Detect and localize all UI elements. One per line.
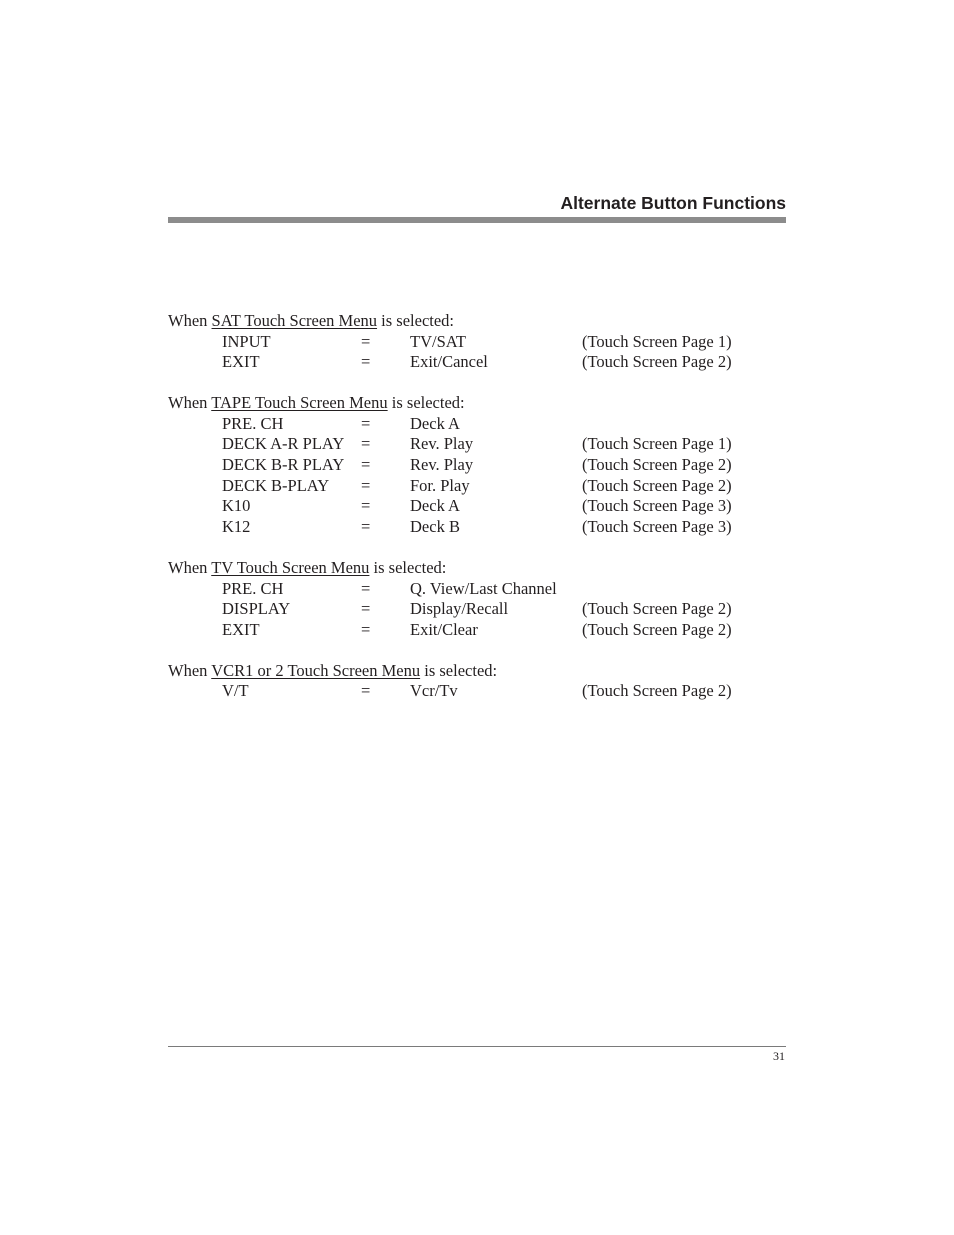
intro-suffix: is selected:: [369, 557, 447, 577]
button-name: EXIT: [222, 619, 260, 639]
page-title: Alternate Button Functions: [560, 193, 786, 213]
button-name: INPUT: [222, 331, 271, 351]
touch-screen-page: (Touch Screen Page 1): [582, 434, 732, 454]
page-content: [168, 311, 788, 723]
equals-sign: =: [361, 599, 371, 619]
equals-sign: =: [361, 516, 371, 536]
button-function: Deck B: [410, 516, 460, 536]
function-row: [168, 517, 788, 538]
button-name: EXIT: [222, 352, 260, 372]
button-function: Rev. Play: [410, 455, 474, 475]
button-function: Deck A: [410, 496, 460, 516]
touch-screen-page: (Touch Screen Page 2): [582, 475, 732, 495]
intro-prefix: When: [168, 393, 212, 413]
button-name: DECK A-R PLAY: [222, 434, 345, 454]
equals-sign: =: [361, 578, 371, 598]
menu-name: TV Touch Screen Menu: [211, 557, 370, 577]
function-row: [168, 455, 788, 476]
section-intro: [168, 311, 788, 332]
button-name: DISPLAY: [222, 599, 291, 619]
menu-name: SAT Touch Screen Menu: [211, 311, 378, 330]
function-row: [168, 476, 788, 497]
equals-sign: =: [361, 413, 371, 433]
equals-sign: =: [361, 434, 371, 454]
button-function: Exit/Clear: [410, 619, 478, 639]
touch-screen-page: (Touch Screen Page 2): [582, 455, 732, 475]
button-function: Exit/Cancel: [410, 352, 488, 372]
function-row: [168, 620, 788, 641]
function-row: [168, 414, 788, 435]
title-rule: [168, 217, 786, 223]
intro-prefix: When: [168, 311, 212, 330]
button-function: For. Play: [410, 475, 470, 495]
button-function: Display/Recall: [410, 599, 509, 619]
section-sat: [168, 311, 788, 373]
section-vcr: [168, 661, 788, 702]
button-name: K12: [222, 516, 251, 536]
page-number: 31: [773, 1049, 785, 1063]
equals-sign: =: [361, 496, 371, 516]
equals-sign: =: [361, 619, 371, 639]
button-name: V/T: [222, 681, 249, 701]
button-function: Q. View/Last Channel: [410, 578, 557, 598]
touch-screen-page: (Touch Screen Page 3): [582, 516, 732, 536]
touch-screen-page: (Touch Screen Page 2): [582, 619, 732, 639]
equals-sign: =: [361, 475, 371, 495]
section-intro: [168, 393, 788, 414]
function-row: [168, 579, 788, 600]
function-row: [168, 434, 788, 455]
section-tv: [168, 558, 788, 640]
touch-screen-page: (Touch Screen Page 2): [582, 352, 732, 372]
button-function: Vcr/Tv: [410, 681, 458, 701]
footer-rule: [168, 1046, 786, 1047]
touch-screen-page: (Touch Screen Page 1): [582, 331, 732, 351]
section-intro: [168, 558, 788, 579]
intro-suffix: is selected:: [420, 660, 498, 680]
button-function: Rev. Play: [410, 434, 474, 454]
menu-name: TAPE Touch Screen Menu: [211, 393, 388, 413]
equals-sign: =: [361, 352, 371, 372]
button-name: PRE. CH: [222, 413, 284, 433]
function-row: [168, 332, 788, 353]
function-row: [168, 352, 788, 373]
function-row: [168, 599, 788, 620]
touch-screen-page: (Touch Screen Page 2): [582, 681, 732, 701]
function-row: [168, 496, 788, 517]
intro-suffix: is selected:: [377, 311, 455, 330]
button-function: TV/SAT: [410, 331, 466, 351]
intro-prefix: When: [168, 557, 212, 577]
section-tape: [168, 393, 788, 537]
button-name: DECK B-R PLAY: [222, 455, 345, 475]
button-name: PRE. CH: [222, 578, 284, 598]
button-function: Deck A: [410, 413, 460, 433]
equals-sign: =: [361, 681, 371, 701]
menu-name: VCR1 or 2 Touch Screen Menu: [211, 660, 421, 680]
touch-screen-page: (Touch Screen Page 3): [582, 496, 732, 516]
section-intro: [168, 661, 788, 682]
button-name: K10: [222, 496, 251, 516]
equals-sign: =: [361, 455, 371, 475]
equals-sign: =: [361, 331, 371, 351]
touch-screen-page: (Touch Screen Page 2): [582, 599, 732, 619]
button-name: DECK B-PLAY: [222, 475, 330, 495]
intro-suffix: is selected:: [387, 393, 465, 413]
function-row: [168, 681, 788, 702]
intro-prefix: When: [168, 660, 212, 680]
